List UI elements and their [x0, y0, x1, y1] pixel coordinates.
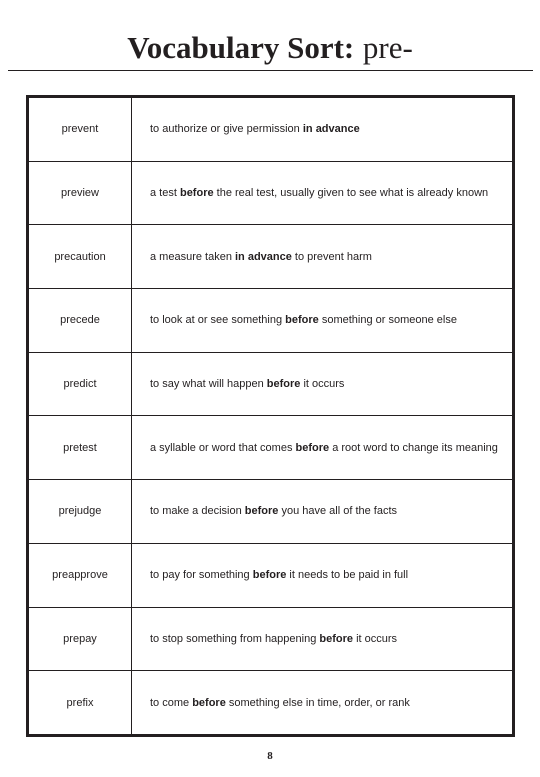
definition-text: a measure taken [150, 250, 235, 263]
table-row [28, 97, 514, 162]
definition-emphasis: in advance [235, 250, 292, 263]
definition-text: to pay for something [150, 569, 253, 582]
definition-cell [132, 671, 514, 736]
definition-emphasis: before [285, 314, 319, 327]
definition-text: it needs to be paid in full [286, 569, 409, 582]
table-row [28, 480, 514, 544]
definition-text: it occurs [353, 632, 398, 645]
definition-text: you have all of the facts [278, 505, 398, 518]
definition-emphasis: before [266, 378, 301, 391]
definition-text: to look at or see something [150, 314, 286, 327]
table-row [28, 289, 514, 353]
word-cell: preview [28, 161, 132, 225]
definition-cell [132, 225, 514, 289]
word-cell: preapprove [28, 543, 132, 607]
page-title [0, 28, 540, 68]
definition-emphasis: before [319, 632, 354, 645]
word-cell: prepay [28, 607, 132, 671]
definition-text: a syllable or word that comes [150, 441, 296, 454]
definition-cell [132, 416, 514, 480]
table-row [28, 543, 514, 607]
definition-emphasis: before [192, 696, 226, 709]
table-row [28, 671, 514, 736]
definition-cell [132, 97, 514, 162]
definition-cell [132, 352, 514, 416]
table-row [28, 161, 514, 225]
definition-emphasis: before [295, 441, 330, 454]
page-number: 8 [267, 750, 273, 762]
title-prefix: pre- [362, 30, 413, 65]
definition-text: to say what will happen [150, 378, 267, 391]
table-row [28, 225, 514, 289]
definition-text: to stop something from happening [150, 632, 320, 645]
title-heading: Vocabulary Sort: [127, 30, 355, 65]
word-cell: prejudge [28, 480, 132, 544]
definition-text: to authorize or give permission [150, 123, 303, 136]
word-cell: prefix [28, 671, 132, 736]
word-cell: prevent [28, 97, 132, 162]
table-row [28, 416, 514, 480]
definition-emphasis: before [252, 569, 287, 582]
word-cell: precaution [28, 225, 132, 289]
definition-cell [132, 161, 514, 225]
definition-text: a test [150, 187, 180, 200]
vocabulary-sort-table [26, 95, 515, 737]
definition-cell [132, 289, 514, 353]
word-cell: predict [28, 352, 132, 416]
definition-text: the real test, usually given to see what is already known [213, 187, 489, 200]
definition-text: to make a decision [150, 505, 245, 518]
definition-emphasis: in advance [302, 123, 360, 136]
word-cell: pretest [28, 416, 132, 480]
table-row [28, 607, 514, 671]
word-cell: precede [28, 289, 132, 353]
definition-emphasis: before [179, 187, 214, 200]
definition-text: to prevent harm [291, 250, 372, 263]
definition-text: a root word to change its meaning [329, 441, 498, 454]
definition-cell [132, 480, 514, 544]
table-row [28, 352, 514, 416]
definition-cell [132, 607, 514, 671]
definition-text: it occurs [300, 378, 345, 391]
definition-emphasis: before [244, 505, 279, 518]
definition-text: something or someone else [318, 314, 457, 327]
title-divider [8, 70, 533, 71]
definition-text: to come [150, 696, 193, 709]
definition-cell [132, 543, 514, 607]
definition-text: something else in time, order, or rank [225, 696, 410, 709]
